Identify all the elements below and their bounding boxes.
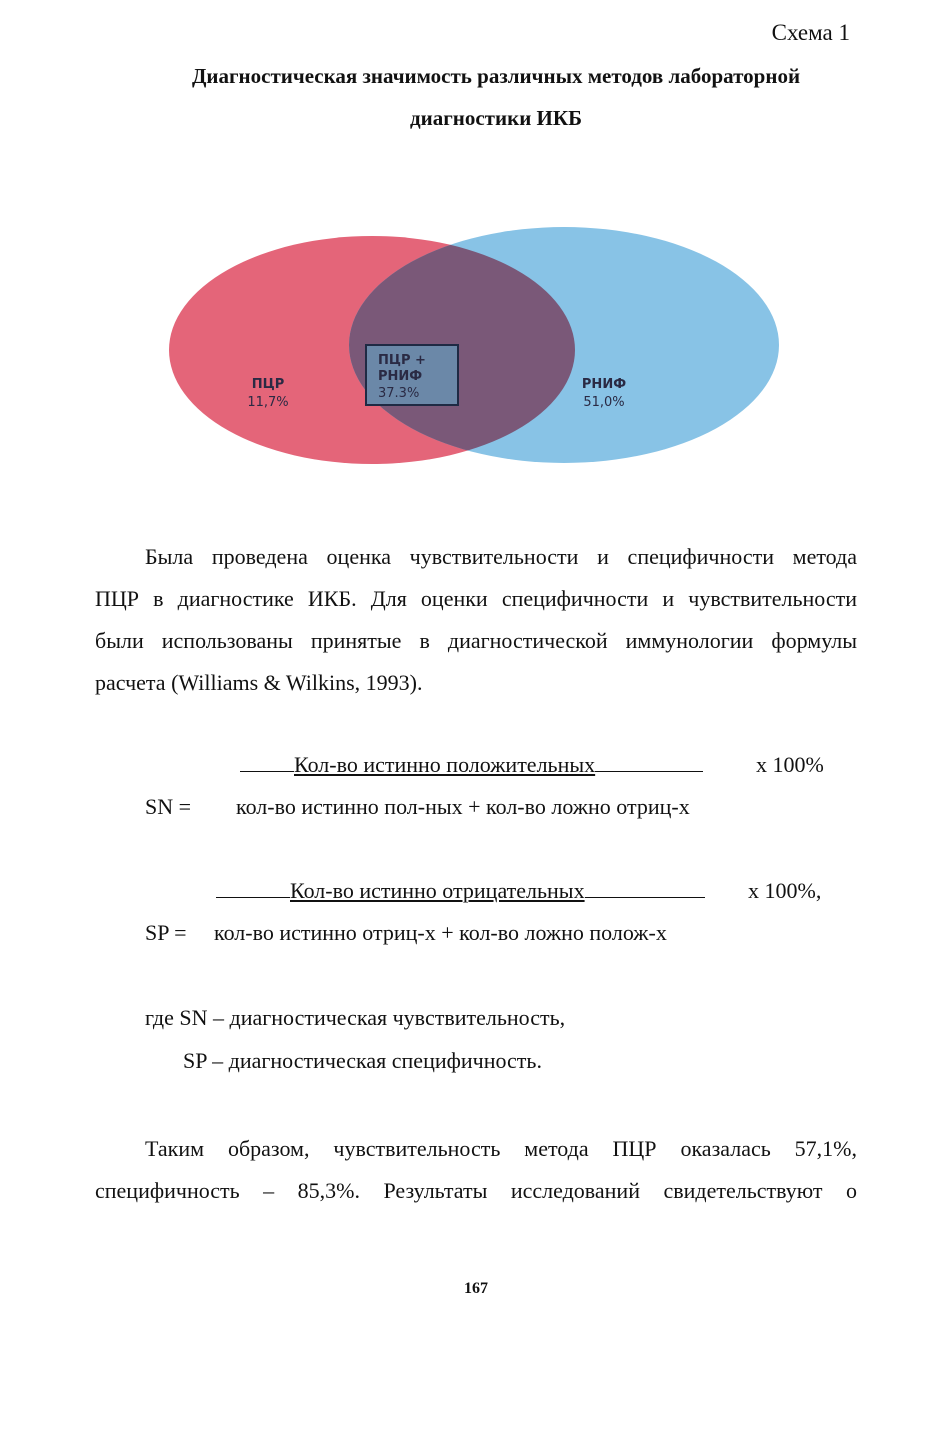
venn-right-label: РНИФ xyxy=(581,377,627,392)
sp-label: SP = xyxy=(145,920,187,945)
definition-sn: где SN – диагностическая чувствительность, xyxy=(145,1005,566,1030)
sp-denominator: кол-во истинно отриц-х + кол-во ложно полож-х xyxy=(214,920,667,945)
paragraph-line: расчета (Williams & Wilkins, 1993). xyxy=(95,670,423,695)
venn-left-label: ПЦР xyxy=(251,377,285,392)
venn-left-value: 11,7% xyxy=(247,395,289,410)
paragraph-results xyxy=(95,1128,857,1212)
sp-numerator xyxy=(216,878,705,904)
paragraph-line: Была проведена оценка чувствительности и специфичности метода xyxy=(145,544,857,569)
definition-sp: SP – диагностическая специфичность. xyxy=(183,1048,542,1073)
venn-diagram xyxy=(150,208,790,508)
venn-overlap-value: 37.3% xyxy=(378,386,420,401)
paragraph-line: специфичность – 85,3%. Результаты исследований свидетельствуют о xyxy=(95,1178,857,1203)
document-title-line-2: диагностики ИКБ xyxy=(410,106,582,130)
document-title-line-1: Диагностическая значимость различных методов лабораторной xyxy=(191,64,801,88)
sn-label: SN = xyxy=(145,794,192,819)
page-number: 167 xyxy=(464,1280,488,1297)
paragraph-line: были использованы принятые в диагностической иммунологии формулы xyxy=(95,628,857,653)
venn-overlap-label-2: РНИФ xyxy=(378,369,423,384)
venn-overlap-label-1: ПЦР + xyxy=(378,353,426,368)
scheme-label: Схема 1 xyxy=(771,20,850,45)
paragraph-line: Таким образом, чувствительность метода ПЦР оказалась 57,1%, xyxy=(145,1136,857,1161)
sn-numerator xyxy=(240,752,703,778)
sn-multiplier: х 100% xyxy=(756,752,824,777)
sn-numerator-text: Кол-во истинно положительных xyxy=(294,752,596,777)
paragraph-line: ПЦР в диагностике ИКБ. Для оценки специфичности и чувствительности xyxy=(95,586,857,611)
sp-multiplier: х 100%, xyxy=(748,878,822,903)
paragraph-methods xyxy=(95,536,857,704)
sp-numerator-text: Кол-во истинно отрицательных xyxy=(290,878,585,903)
sn-denominator: кол-во истинно пол-ных + кол-во ложно отриц-х xyxy=(236,794,690,819)
venn-right-value: 51,0% xyxy=(583,395,625,410)
